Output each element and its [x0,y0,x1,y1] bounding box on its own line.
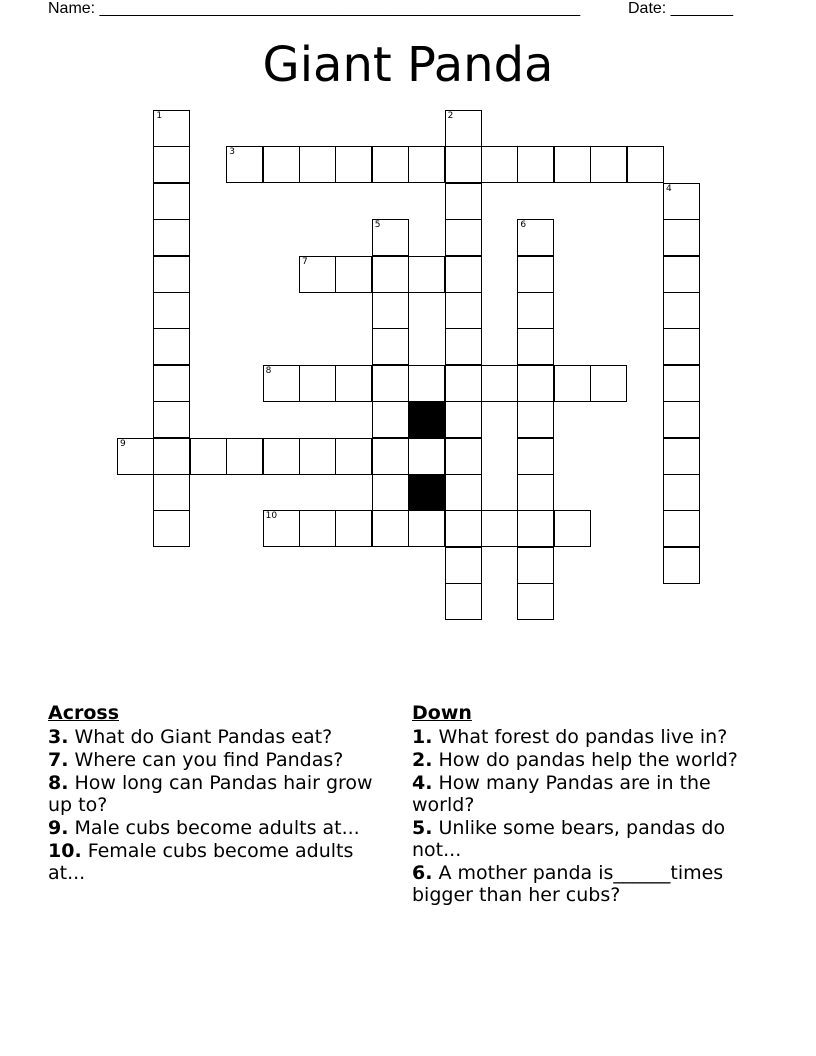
cell-number: 8 [265,365,272,376]
clue-text: What forest do pandas live in? [438,726,728,748]
clue-number: 5. [412,817,433,839]
crossword-cell[interactable] [554,510,591,547]
crossword-cell[interactable] [445,365,482,402]
clue-text: A mother panda is______times bigger than her cubs? [412,862,724,906]
crossword-cell[interactable] [153,401,190,438]
crossword-cell[interactable] [226,438,263,475]
crossword-cell[interactable] [335,256,372,293]
crossword-cell[interactable] [408,365,445,402]
crossword-cell[interactable] [408,438,445,475]
cell-number: 3 [229,147,235,158]
crossword-cell[interactable] [299,510,336,547]
puzzle-title: Giant Panda [262,37,554,93]
crossword-cell[interactable] [517,583,554,620]
crossword-cell[interactable] [663,292,700,329]
crossword-cell[interactable] [153,438,190,475]
crossword-cell[interactable] [335,365,372,402]
across-clue [48,749,388,771]
across-clue [48,726,388,748]
down-clue [412,749,757,771]
clue-number: 1. [412,726,433,748]
across-clue [48,772,388,816]
crossword-cell[interactable] [153,365,190,402]
crossword-cell[interactable] [517,474,554,511]
crossword-cell[interactable] [554,146,591,183]
crossword-cell[interactable] [299,438,336,475]
crossword-cell[interactable] [372,146,409,183]
crossword-cell[interactable] [408,146,445,183]
crossword-cell[interactable] [263,438,300,475]
crossword-cell[interactable] [335,510,372,547]
crossword-cell[interactable] [153,219,190,256]
crossword-cell[interactable] [299,256,336,293]
crossword-cell[interactable] [481,510,518,547]
crossword-cell[interactable] [372,256,409,293]
crossword-cell[interactable] [263,365,300,402]
crossword-cell[interactable] [153,256,190,293]
crossword-cell[interactable] [445,583,482,620]
cell-number: 9 [120,438,126,449]
cell-number: 6 [520,220,527,231]
crossword-cell[interactable] [263,146,300,183]
crossword-cell[interactable] [445,146,482,183]
across-clue [48,840,388,884]
cell-number: 7 [302,256,308,267]
crossword-cell[interactable] [445,183,482,220]
black-cell [408,474,445,511]
crossword-cell[interactable] [517,328,554,365]
crossword-cell[interactable] [445,401,482,438]
crossword-cell[interactable] [663,219,700,256]
down-clue [412,772,757,816]
crossword-cell[interactable] [481,365,518,402]
cell-number: 1 [156,111,163,121]
crossword-cell[interactable] [663,547,700,584]
crossword-cell[interactable] [153,328,190,365]
across-clues [48,702,388,885]
clue-text: Unlike some bears, pandas do not... [412,817,726,861]
crossword-cell[interactable] [408,510,445,547]
crossword-cell[interactable] [372,292,409,329]
crossword-cell[interactable] [445,438,482,475]
crossword-cell[interactable] [590,365,627,402]
black-cell [408,401,445,438]
down-heading: Down [412,702,472,724]
crossword-cell[interactable] [372,510,409,547]
clue-number: 8. [48,772,69,794]
clue-text: Where can you find Pandas? [74,749,344,771]
crossword-cell[interactable] [445,110,482,147]
clue-text: Female cubs become adults at... [48,840,354,884]
down-clues [412,702,757,907]
crossword-cell[interactable] [517,510,554,547]
crossword-cell[interactable] [517,365,554,402]
clue-number: 4. [412,772,433,794]
crossword-cell[interactable] [663,401,700,438]
crossword-cell[interactable] [445,328,482,365]
crossword-cell[interactable] [663,328,700,365]
clue-text: How long can Pandas hair grow up to? [48,772,373,816]
cell-number: 2 [447,111,454,121]
crossword-cell[interactable] [335,438,372,475]
crossword-cell[interactable] [481,146,518,183]
crossword-cell[interactable] [663,256,700,293]
crossword-cell[interactable] [372,328,409,365]
crossword-cell[interactable] [517,438,554,475]
clue-number: 6. [412,862,433,884]
crossword-cell[interactable] [153,474,190,511]
crossword-cell[interactable] [663,510,700,547]
clue-number: 7. [48,749,69,771]
crossword-cell[interactable] [299,365,336,402]
clue-number: 10. [48,840,82,862]
crossword-cell[interactable] [445,292,482,329]
clue-text: How do pandas help the world? [438,749,738,771]
crossword-cell[interactable] [335,146,372,183]
crossword-cell[interactable] [372,219,409,256]
crossword-cell[interactable] [153,146,190,183]
clue-text: What do Giant Pandas eat? [74,726,333,748]
crossword-cell[interactable] [445,547,482,584]
crossword-cell[interactable] [590,146,627,183]
crossword-cell[interactable] [153,183,190,220]
crossword-cell[interactable] [554,365,591,402]
name-field-label: Name: ______________________________________________________ [48,0,581,17]
crossword-cell[interactable] [627,146,664,183]
crossword-cell[interactable] [663,438,700,475]
crossword-cell[interactable] [663,474,700,511]
clue-number: 2. [412,749,433,771]
clue-text: Male cubs become adults at... [74,817,360,839]
down-clue [412,726,757,748]
crossword-cell[interactable] [190,438,227,475]
crossword-cell[interactable] [445,510,482,547]
crossword-cell[interactable] [153,510,190,547]
across-heading: Across [48,702,120,724]
crossword-cell[interactable] [445,256,482,293]
date-field-label: Date: _______ [628,0,733,17]
crossword-cell[interactable] [445,219,482,256]
crossword-cell[interactable] [153,292,190,329]
clue-number: 3. [48,726,69,748]
crossword-cell[interactable] [517,256,554,293]
crossword-cell[interactable] [517,547,554,584]
crossword-cell[interactable] [372,474,409,511]
crossword-cell[interactable] [153,110,190,147]
clue-number: 9. [48,817,69,839]
down-clue [412,862,757,906]
crossword-cell[interactable] [372,438,409,475]
crossword-cell[interactable] [408,256,445,293]
crossword-cell[interactable] [663,183,700,220]
cell-number: 4 [666,183,672,194]
crossword-cell[interactable] [372,365,409,402]
crossword-cell[interactable] [445,474,482,511]
crossword-cell[interactable] [517,219,554,256]
crossword-cell[interactable] [517,401,554,438]
crossword-cell[interactable] [263,510,300,547]
down-clue [412,817,757,861]
across-clue [48,817,388,839]
cell-number: 5 [374,220,381,231]
crossword-cell[interactable] [517,292,554,329]
crossword-cell[interactable] [299,146,336,183]
cell-number: 10 [265,511,278,522]
clue-text: How many Pandas are in the world? [412,772,711,816]
crossword-cell[interactable] [663,365,700,402]
crossword-cell[interactable] [517,146,554,183]
crossword-cell[interactable] [117,438,154,475]
crossword-cell[interactable] [226,146,263,183]
crossword-cell[interactable] [372,401,409,438]
